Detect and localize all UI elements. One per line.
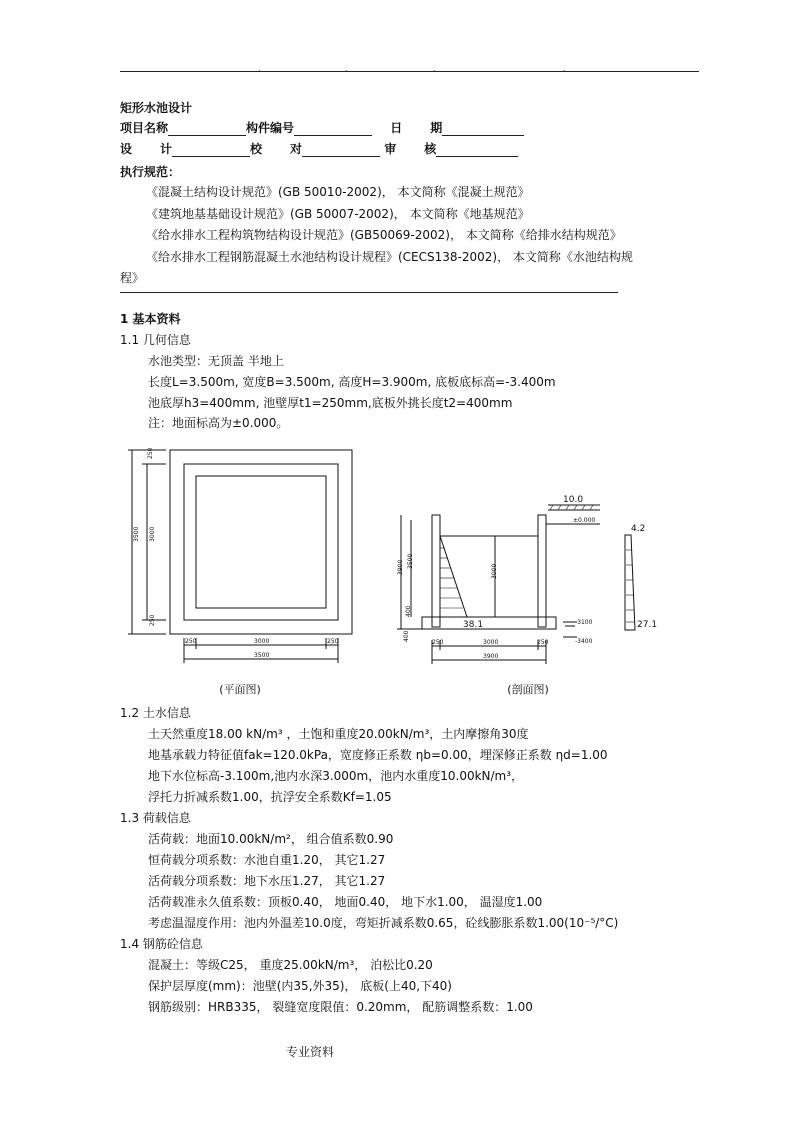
s12-line: 地基承载力特征值fak=120.0kPa，宽度修正系数 ηb=0.00，埋深修正系数 ηd=1.00 <box>148 748 608 762</box>
section-dim-bottom-l: 250 <box>432 639 444 646</box>
section-dim-bottom-r: 250 <box>537 639 549 646</box>
plan-caption: (平面图) <box>219 683 261 696</box>
plan-wall-outer <box>184 464 338 620</box>
section-dim-bottom-total: 3900 <box>483 653 499 660</box>
s13-heading: 1.3 荷载信息 <box>120 811 191 825</box>
form-row-1 <box>120 119 524 136</box>
document-title: 矩形水池设计 <box>120 101 193 115</box>
footer-text: 专业资料 <box>286 1045 335 1059</box>
section-separator <box>120 292 618 293</box>
check-label-2: 对 <box>290 142 303 156</box>
s13-line: 活荷载：地面10.00kN/m²， 组合值系数0.90 <box>148 832 394 846</box>
component-no-label: 构件编号 <box>246 121 295 135</box>
s14-line: 钢筋级别：HRB335， 裂缝宽度限值：0.20mm， 配筋调整系数：1.00 <box>148 1000 533 1014</box>
plan-dim-mid-h: 3000 <box>254 638 270 645</box>
section-dim-bottom-inner: 3000 <box>483 639 499 646</box>
section-dim-water: 3000 <box>491 563 498 579</box>
plan-wall-inner <box>196 476 326 608</box>
section-earth-top: 4.2 <box>631 524 646 534</box>
s12-line: 浮托力折减系数1.00，抗浮安全系数Kf=1.05 <box>148 790 392 804</box>
plan-dim-top: 250 <box>147 447 154 459</box>
date-label: 日 <box>390 121 403 135</box>
section-drawing <box>385 490 675 702</box>
plan-dim-bottom-v: 250 <box>149 614 156 626</box>
plan-drawing <box>120 440 360 700</box>
plan-dim-total-h: 3500 <box>254 652 270 659</box>
s12-line: 土天然重度18.00 kN/m³ ，土饱和重度20.00kN/m³，土内摩擦角30度 <box>148 727 529 741</box>
date-label-2: 期 <box>430 121 443 135</box>
date-field[interactable] <box>442 123 524 136</box>
code-item: 《给水排水工程钢筋混凝土水池结构设计规程》(CECS138-2002)， 本文简称《水池结构规 <box>146 250 633 264</box>
header-dot: . <box>433 64 436 73</box>
s12-heading: 1.2 土水信息 <box>120 706 191 720</box>
section-dim-height-outer: 3900 <box>397 559 404 575</box>
review-label: 审 <box>384 142 397 156</box>
code-item: 《建筑地基基础设计规范》(GB 50007-2002)， 本文简称《地基规范》 <box>146 207 530 221</box>
section-elev-water: -3100 <box>575 619 593 626</box>
check-label: 校 <box>250 142 263 156</box>
header-dot: . <box>345 64 348 73</box>
review-field[interactable] <box>436 144 518 157</box>
header-dot: . <box>258 64 261 73</box>
section-dim-slab: 400 <box>405 605 412 617</box>
design-label-2: 计 <box>160 142 173 156</box>
section-elev-ground: ±0.000 <box>573 517 596 524</box>
plan-dim-total-v: 3500 <box>133 526 140 542</box>
design-field[interactable] <box>172 144 250 157</box>
code-item-wrap: 程》 <box>120 271 145 285</box>
header-rule <box>120 71 699 72</box>
s13-line: 活荷载分项系数：地下水压1.27， 其它1.27 <box>148 874 386 888</box>
section-water-pressure: 38.1 <box>463 620 484 630</box>
s12-line: 地下水位标高-3.100m,池内水深3.000m，池内水重度10.00kN/m³， <box>148 769 524 783</box>
header-dot: . <box>563 64 566 73</box>
section-load-surface: 10.0 <box>563 495 584 505</box>
form-row-2 <box>120 140 518 157</box>
section-elev-bottom: -3400 <box>575 638 593 645</box>
design-label: 设 <box>120 142 133 156</box>
plan-outer-slab <box>170 450 352 634</box>
section-left-wall <box>432 515 440 627</box>
s14-line: 混凝土：等级C25， 重度25.00kN/m³， 泊松比0.20 <box>148 958 433 972</box>
plan-dim-left-h: 250 <box>185 638 197 645</box>
section-dim-base-l: 400 <box>403 630 410 642</box>
review-label-2: 核 <box>424 142 437 156</box>
section-base-slab <box>422 617 556 629</box>
code-item: 《混凝土结构设计规范》(GB 50010-2002)， 本文简称《混凝土规范》 <box>146 185 530 199</box>
component-no-field[interactable] <box>294 123 372 136</box>
plan-dim-mid-v: 3000 <box>149 526 156 542</box>
check-field[interactable] <box>302 144 380 157</box>
section-earth-bottom: 27.1 <box>637 620 658 630</box>
plan-dim-right-h: 250 <box>327 638 339 645</box>
s11-line: 水池类型：无顶盖 半地上 <box>148 354 284 368</box>
section-dim-height-inner: 3500 <box>407 553 414 569</box>
section1-heading: 1 基本资料 <box>120 312 181 326</box>
s11-line: 池底厚h3=400mm, 池壁厚t1=250mm,底板外挑长度t2=400mm <box>148 396 513 410</box>
section-right-wall <box>538 515 546 627</box>
s14-line: 保护层厚度(mm)：池壁(内35,外35)， 底板(上40,下40) <box>148 979 452 993</box>
s11-line: 长度L=3.500m, 宽度B=3.500m, 高度H=3.900m, 底板底标高=-3.400m <box>148 375 556 389</box>
project-name-field[interactable] <box>168 123 246 136</box>
s13-line: 恒荷载分项系数：水池自重1.20， 其它1.27 <box>148 853 386 867</box>
s14-heading: 1.4 钢筋砼信息 <box>120 937 203 951</box>
s11-line: 注：地面标高为±0.000。 <box>148 416 289 430</box>
code-item: 《给水排水工程构筑物结构设计规范》(GB50069-2002)， 本文简称《给排水结构规范》 <box>146 228 622 242</box>
codes-heading: 执行规范： <box>120 165 181 179</box>
section-caption: (剖面图) <box>507 683 549 696</box>
s13-line: 考虑温湿度作用：池内外温差10.0度，弯矩折减系数0.65，砼线膨胀系数1.00(10⁻⁵/°C) <box>148 916 619 930</box>
project-name-label: 项目名称 <box>120 121 169 135</box>
s11-heading: 1.1 几何信息 <box>120 333 191 347</box>
s13-line: 活荷载准永久值系数：顶板0.40， 地面0.40， 地下水1.00， 温湿度1.00 <box>148 895 543 909</box>
